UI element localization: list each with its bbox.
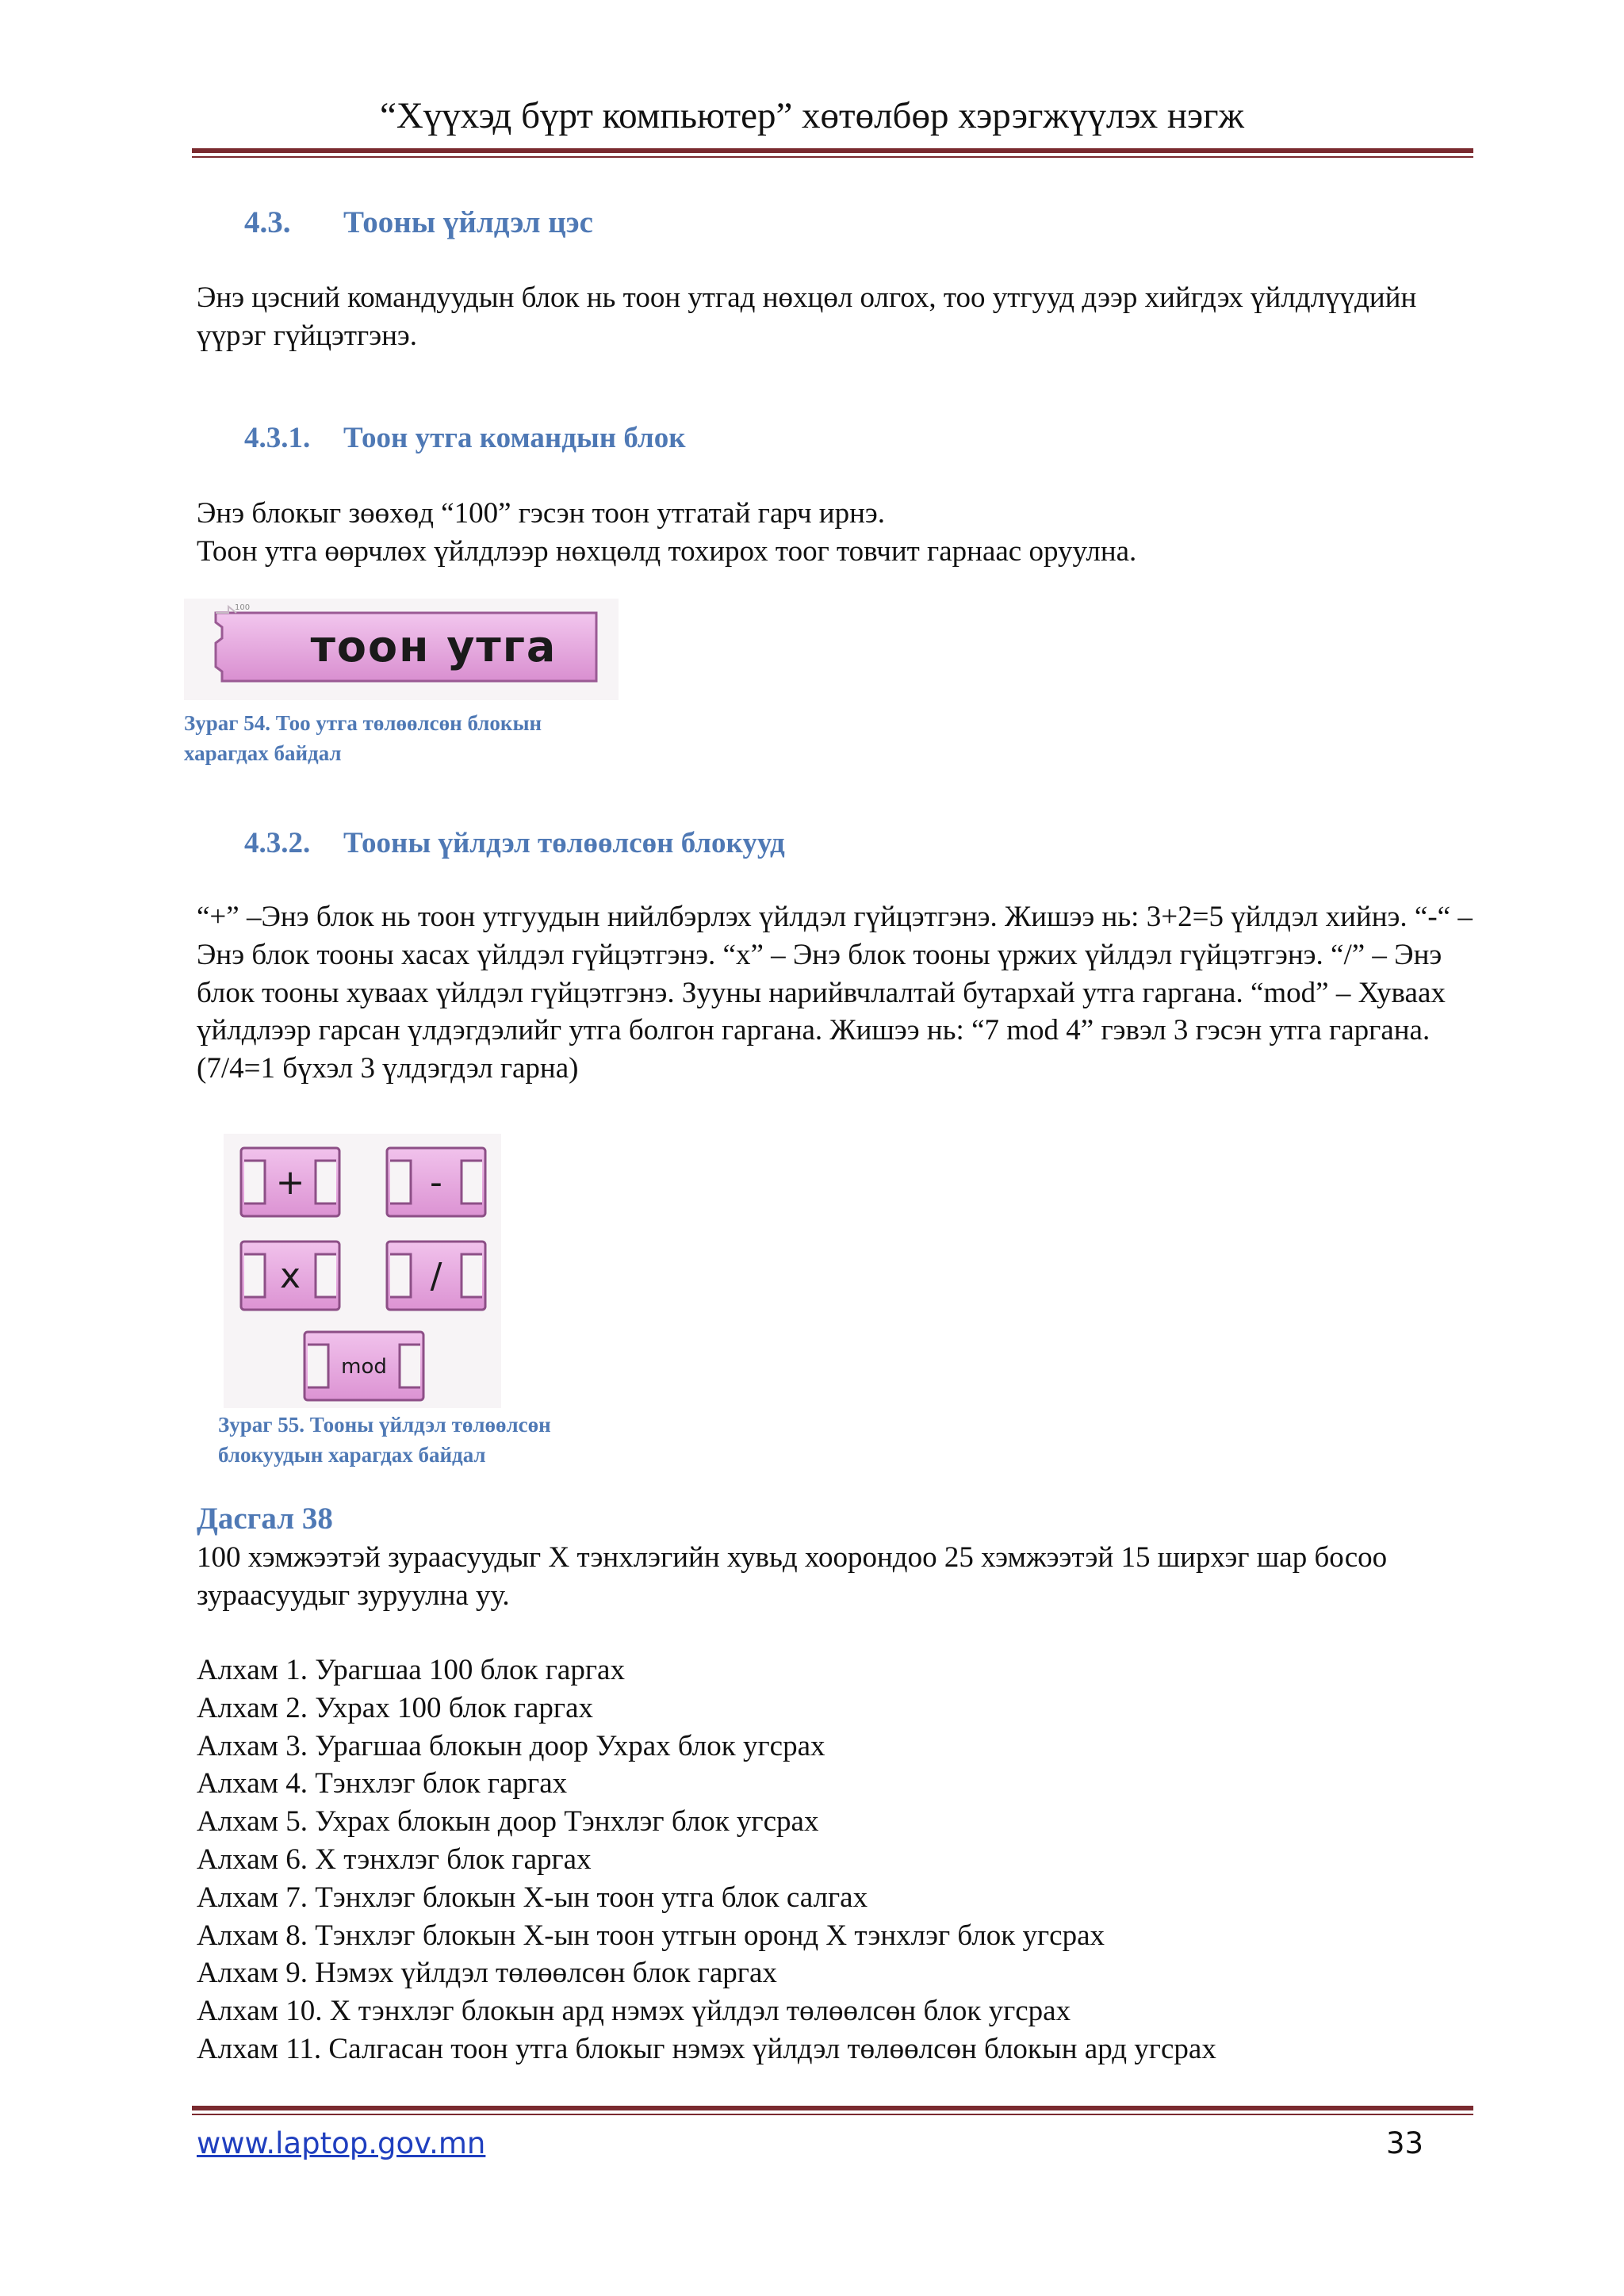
step-item: Алхам 10. X тэнхлэг блокын ард нэмэх үйлдэл төлөөлсөн блок угсрах	[197, 1995, 1071, 2028]
section-heading-4-3	[244, 205, 593, 242]
operator-label: x	[279, 1256, 301, 1296]
section-title: Тоон утга командын блок	[343, 422, 686, 454]
page-number: 33	[1386, 2126, 1424, 2160]
mod-block-icon	[304, 1332, 423, 1400]
section-title: Тооны үйлдэл цэс	[343, 205, 593, 239]
divide-block-icon	[387, 1242, 485, 1310]
svg-text:100: 100	[235, 603, 251, 612]
step-item: Алхам 9. Нэмэх үйлдэл төлөөлсөн блок гаргах	[197, 1957, 777, 1990]
step-item: Алхам 6. X тэнхлэг блок гаргах	[197, 1843, 592, 1876]
footer-rule	[192, 2106, 1473, 2115]
operator-label: -	[430, 1162, 442, 1203]
footer-website-link[interactable]: www.laptop.gov.mn	[197, 2126, 486, 2160]
caption-line: Зураг 55. Тооны үйлдэл төлөөлсөн	[218, 1413, 551, 1437]
step-item: Алхам 4. Тэнхлэг блок гаргах	[197, 1767, 568, 1800]
multiply-block-icon	[241, 1242, 339, 1310]
section-number: 4.3.2.	[244, 827, 311, 859]
operator-label: /	[430, 1256, 442, 1296]
caption-line: Зураг 54. Тоо утга төлөөлсөн блокын	[184, 711, 542, 735]
section-heading-4-3-1	[244, 421, 686, 456]
exercise-steps	[197, 1651, 1481, 2068]
section-number: 4.3.1.	[244, 422, 311, 454]
running-header: “Хүүхэд бүрт компьютер” хөтөлбөр хэрэгжүүлэх нэгж	[380, 95, 1244, 136]
section-number: 4.3.	[244, 205, 291, 239]
caption-line: харагдах байдал	[184, 741, 342, 765]
operator-label: +	[275, 1162, 305, 1203]
operator-label: mod	[341, 1355, 387, 1379]
figure-54-caption	[184, 708, 542, 768]
step-item: Алхам 1. Урагшаа 100 блок гаргах	[197, 1654, 625, 1686]
step-item: Алхам 8. Тэнхлэг блокын X-ын тоон утгын оронд X тэнхлэг блок угсрах	[197, 1919, 1105, 1952]
paragraph-line: Тоон утга өөрчлөх үйлдлээр нөхцөлд тохирох тоог товчит гарнаас оруулна.	[197, 534, 1137, 568]
operator-blocks-icon	[224, 1134, 501, 1408]
paragraph-line: Энэ блокыг зөөхөд “100” гэсэн тоон утгатай гарч ирнэ.	[197, 497, 886, 530]
section-4-3-2-paragraph: “+” –Энэ блок нь тоон утгуудын нийлбэрлэх үйлдэл гүйцэтгэнэ. Жишээ нь: 3+2=5 үйлдэл хийнэ. “-“ – Энэ блок тооны хасах үйлдэл гүйцэтгэнэ. “x” – Энэ блок тооны үржих үйлдэл гүйцэтгэнэ. “/” – Энэ блок тооны хуваах үйлдэл гүйцэтгэнэ. Зууны нарийвчлалтай бутархай утга гаргана. “mod” – Хуваах үйлдлээр гарсан үлдэгдэлийг утга болгон гаргана. Жишээ нь: “7 mod 4” гэвэл 3 гэсэн утга гаргана. (7/4=1 бүхэл 3 үлдэгдэл гарна)	[197, 901, 1473, 1085]
caption-line: блокуудын харагдах байдал	[218, 1443, 486, 1467]
block-label: тоон утга	[310, 622, 557, 672]
figure-54-image	[184, 599, 619, 700]
step-item: Алхам 11. Салгасан тоон утга блокыг нэмэх үйлдэл төлөөлсөн блокын ард угсрах	[197, 2032, 1216, 2065]
step-item: Алхам 5. Ухрах блокын доор Тэнхлэг блок угсрах	[197, 1805, 819, 1839]
step-item: Алхам 3. Урагшаа блокын доор Ухрах блок угсрах	[197, 1729, 825, 1762]
plus-block-icon	[241, 1148, 339, 1216]
section-title: Тооны үйлдэл төлөөлсөн блокууд	[343, 827, 785, 859]
figure-55-caption	[218, 1410, 551, 1470]
exercise-description: 100 хэмжээтэй зураасуудыг X тэнхлэгийн хувьд хоорондоо 25 хэмжээтэй 15 ширхэг шар босоо зураасуудыг зуруулна уу.	[197, 1541, 1388, 1612]
section-4-3-paragraph: Энэ цэсний командуудын блок нь тоон утгад нөхцөл олгох, тоо утгууд дээр хийгдэх үйлдлүүдийн үүрэг гүйцэтгэнэ.	[197, 281, 1417, 352]
figure-55-image	[224, 1134, 501, 1408]
step-item: Алхам 2. Ухрах 100 блок гаргах	[197, 1691, 593, 1724]
header-rule	[192, 148, 1473, 158]
section-heading-4-3-2	[244, 826, 785, 861]
minus-block-icon	[387, 1148, 485, 1216]
exercise-title: Дасгал 38	[197, 1502, 333, 1536]
section-4-3-1-paragraph	[197, 495, 1481, 571]
step-item: Алхам 7. Тэнхлэг блокын X-ын тоон утга блок салгах	[197, 1881, 868, 1914]
